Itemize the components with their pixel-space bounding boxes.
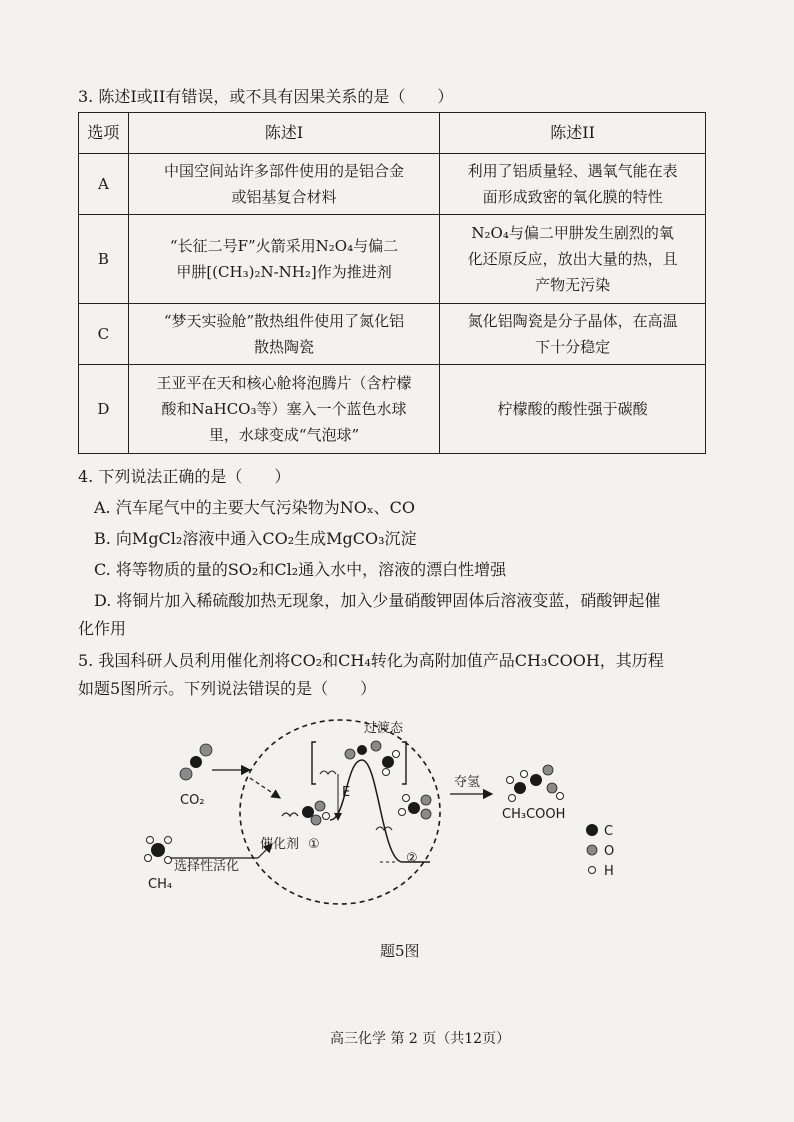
catalyst-label: 催化剂 — [260, 837, 300, 852]
step-2-label: ② — [406, 851, 418, 866]
transition-state-molecule — [320, 741, 400, 776]
q4-option-d-continued: 化作用 — [78, 619, 127, 638]
q3-table — [78, 112, 706, 454]
energy-label: E — [342, 785, 351, 800]
statement-1-cell: 王亚平在天和核心舱将泡腾片（含柠檬 酸和NaHCO₃等）塞入一个蓝色水球 里，水球变成“气泡球” — [128, 365, 439, 454]
page-footer: 高三化学 第 2 页（共12页） — [330, 1031, 511, 1047]
table-row — [79, 215, 706, 304]
q4-stem: 4. 下列说法正确的是（ ） — [78, 467, 291, 486]
legend-carbon: C — [604, 824, 614, 839]
q5-stem-line-1: 5. 我国科研人员利用催化剂将CO₂和CH₄转化为高附加值产品CH₃COOH，其历程 — [78, 651, 664, 670]
product-label: CH₃COOH — [502, 807, 566, 822]
atom-legend — [586, 824, 614, 879]
dehydrogenation-label: 夺氢 — [454, 775, 481, 790]
transition-bracket-right — [402, 742, 406, 784]
co2-label: CO₂ — [180, 793, 205, 808]
option-cell: B — [79, 215, 129, 304]
option-cell: D — [79, 365, 129, 454]
statement-1-cell: “长征二号F”火箭采用N₂O₄与偏二 甲肼[(CH₃)₂N-NH₂]作为推进剂 — [128, 215, 439, 304]
table-row — [79, 304, 706, 365]
legend-hydrogen: H — [604, 864, 614, 879]
statement-2-cell: 利用了铝质量轻、遇氧气能在表 面形成致密的氧化膜的特性 — [440, 154, 706, 215]
q5-stem-line-2: 如题5图所示。下列说法错误的是（ ） — [78, 679, 377, 698]
table-row — [79, 365, 706, 454]
statement-1-cell: “梦天实验舱”散热组件使用了氮化铝 散热陶瓷 — [128, 304, 439, 365]
step-1-label: ① — [308, 837, 320, 852]
figure-caption: 题5图 — [380, 942, 420, 960]
option-cell: A — [79, 154, 129, 215]
transition-state-label: 过渡态 — [364, 721, 404, 736]
adsorption-arrow — [250, 778, 280, 798]
q4-option-a: A. 汽车尾气中的主要大气污染物为NOₓ、CO — [94, 498, 415, 517]
header-statement-1: 陈述I — [128, 113, 439, 154]
q4-option-d: D. 将铜片加入稀硫酸加热无现象，加入少量硝酸钾固体后溶液变蓝，硝酸钾起催 — [94, 591, 661, 610]
statement-1-cell: 中国空间站许多部件使用的是铝合金 或铝基复合材料 — [128, 154, 439, 215]
q3-stem: 3. 陈述I或II有错误，或不具有因果关系的是（ ） — [78, 87, 454, 106]
table-row — [79, 154, 706, 215]
ch4-label: CH₄ — [148, 877, 173, 892]
reaction-mechanism-figure — [140, 712, 660, 922]
ch4-molecule — [145, 837, 172, 864]
q4-option-c: C. 将等物质的量的SO₂和Cl₂通入水中，溶液的漂白性增强 — [94, 560, 507, 579]
header-statement-2: 陈述II — [440, 113, 706, 154]
legend-oxygen: O — [604, 844, 615, 859]
selective-activation-label: 选择性活化 — [174, 859, 240, 874]
statement-2-cell: 氮化铝陶瓷是分子晶体，在高温 下十分稳定 — [440, 304, 706, 365]
transition-bracket-left — [312, 742, 316, 784]
q4-option-b: B. 向MgCl₂溶液中通入CO₂生成MgCO₃沉淀 — [94, 529, 417, 548]
statement-2-cell: N₂O₄与偏二甲肼发生剧烈的氧 化还原反应，放出大量的热，且 产物无污染 — [440, 215, 706, 304]
acetic-acid-molecule — [507, 765, 564, 802]
header-option: 选项 — [79, 113, 129, 154]
catalyst-site-1 — [282, 801, 330, 825]
option-cell: C — [79, 304, 129, 365]
statement-2-cell: 柠檬酸的酸性强于碳酸 — [440, 365, 706, 454]
co2-molecule — [180, 744, 212, 780]
